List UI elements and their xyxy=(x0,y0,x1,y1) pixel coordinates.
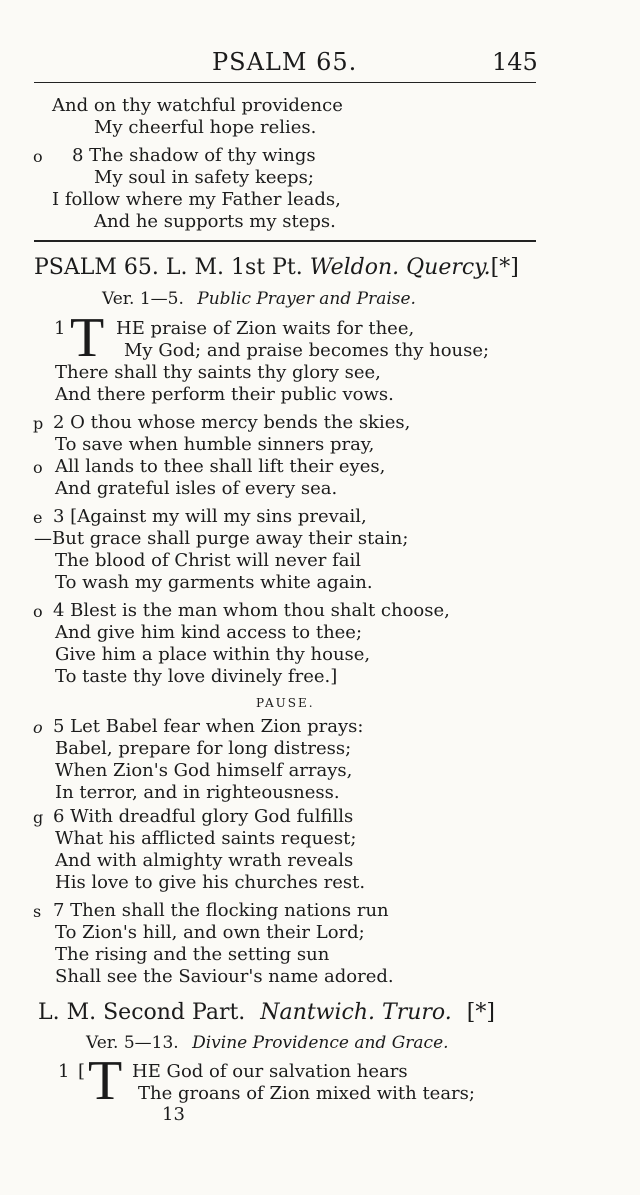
psalm-topic: Public Prayer and Praise. xyxy=(197,289,416,309)
verse-line: Give him a place within thy house, xyxy=(55,644,371,665)
page-number: 145 xyxy=(492,48,538,76)
psalm-heading xyxy=(34,254,519,282)
drop-cap: T xyxy=(88,1050,123,1112)
verse-line: HE praise of Zion waits for thee, xyxy=(116,318,415,339)
verse-line: To wash my garments white again. xyxy=(55,572,373,593)
verse-line: My God; and praise becomes thy house; xyxy=(124,340,490,361)
dynamic-mark: o xyxy=(33,458,43,477)
dynamic-mark: s xyxy=(33,902,42,921)
verse-line: And on thy watchful providence xyxy=(52,95,343,116)
stanza-number: 1 xyxy=(58,1061,70,1082)
section-rule xyxy=(34,240,536,242)
verse-line: 6 With dreadful glory God fulfills xyxy=(53,806,354,827)
verse-line: His love to give his churches rest. xyxy=(55,872,366,893)
verse-line: And give him kind access to thee; xyxy=(55,622,363,643)
psalm-heading xyxy=(38,999,495,1027)
verse-line: To save when humble sinners pray, xyxy=(55,434,375,455)
verse-reference: Ver. 5—13. xyxy=(86,1033,179,1053)
psalm-subheading xyxy=(86,1032,449,1054)
bracket-open: [ xyxy=(78,1061,86,1082)
verse-line: —But grace shall purge away their stain; xyxy=(34,528,409,549)
verse-line: And there perform their public vows. xyxy=(55,384,394,405)
heading-star: [*] xyxy=(466,1000,495,1025)
verse-line: I follow where my Father leads, xyxy=(52,189,341,210)
dynamic-mark: g xyxy=(33,808,44,827)
pause-marker: PAUSE. xyxy=(256,696,315,710)
verse-line: 3 [Against my will my sins prevail, xyxy=(53,506,367,527)
verse-line: To Zion's hill, and own their Lord; xyxy=(55,922,365,943)
verse-line: 2 O thou whose mercy bends the skies, xyxy=(53,412,411,433)
verse-line: 8 The shadow of thy wings xyxy=(72,145,316,166)
running-header xyxy=(0,48,640,82)
header-rule xyxy=(34,82,536,83)
dynamic-mark: o xyxy=(33,147,43,166)
verse-line: And he supports my steps. xyxy=(94,211,336,232)
verse-line: To taste thy love divinely free.] xyxy=(55,666,338,687)
verse-line: My soul in safety keeps; xyxy=(94,167,314,188)
verse-line: The rising and the setting sun xyxy=(55,944,330,965)
heading-main: PSALM 65. L. M. 1st Pt. xyxy=(34,255,303,280)
dynamic-mark: p xyxy=(33,414,44,433)
verse-line: HE God of our salvation hears xyxy=(132,1061,408,1082)
heading-tunes: Weldon. Quercy. xyxy=(309,255,491,280)
heading-main: L. M. Second Part. xyxy=(38,1000,246,1025)
verse-line: 5 Let Babel fear when Zion prays: xyxy=(53,716,364,737)
verse-line: The groans of Zion mixed with tears; xyxy=(138,1083,475,1104)
verse-line: 7 Then shall the flocking nations run xyxy=(53,900,389,921)
psalm-subheading xyxy=(102,288,416,310)
verse-reference: Ver. 1—5. xyxy=(102,289,184,309)
header-title: PSALM 65. xyxy=(212,48,358,76)
verse-line: What his afflicted saints request; xyxy=(55,828,357,849)
drop-cap: T xyxy=(70,307,105,369)
verse-line: Babel, prepare for long distress; xyxy=(55,738,352,759)
verse-line: When Zion's God himself arrays, xyxy=(55,760,353,781)
verse-line: There shall thy saints thy glory see, xyxy=(55,362,381,383)
verse-line: Shall see the Saviour's name adored. xyxy=(55,966,394,987)
psalm-topic: Divine Providence and Grace. xyxy=(192,1033,449,1053)
verse-line: And with almighty wrath reveals xyxy=(55,850,354,871)
verse-line: All lands to thee shall lift their eyes, xyxy=(55,456,386,477)
verse-line: And grateful isles of every sea. xyxy=(55,478,338,499)
stanza-number: 1 xyxy=(54,318,66,339)
verse-line: The blood of Christ will never fail xyxy=(55,550,362,571)
verse-line: My cheerful hope relies. xyxy=(94,117,317,138)
dynamic-mark: e xyxy=(33,508,43,527)
dynamic-mark: o xyxy=(33,718,43,737)
heading-star: [*] xyxy=(490,255,519,280)
heading-tunes: Nantwich. Truro. xyxy=(260,1000,452,1025)
verse-line: In terror, and in righteousness. xyxy=(55,782,340,803)
signature-mark: 13 xyxy=(162,1104,185,1125)
verse-line: 4 Blest is the man whom thou shalt choose, xyxy=(53,600,450,621)
dynamic-mark: o xyxy=(33,602,43,621)
